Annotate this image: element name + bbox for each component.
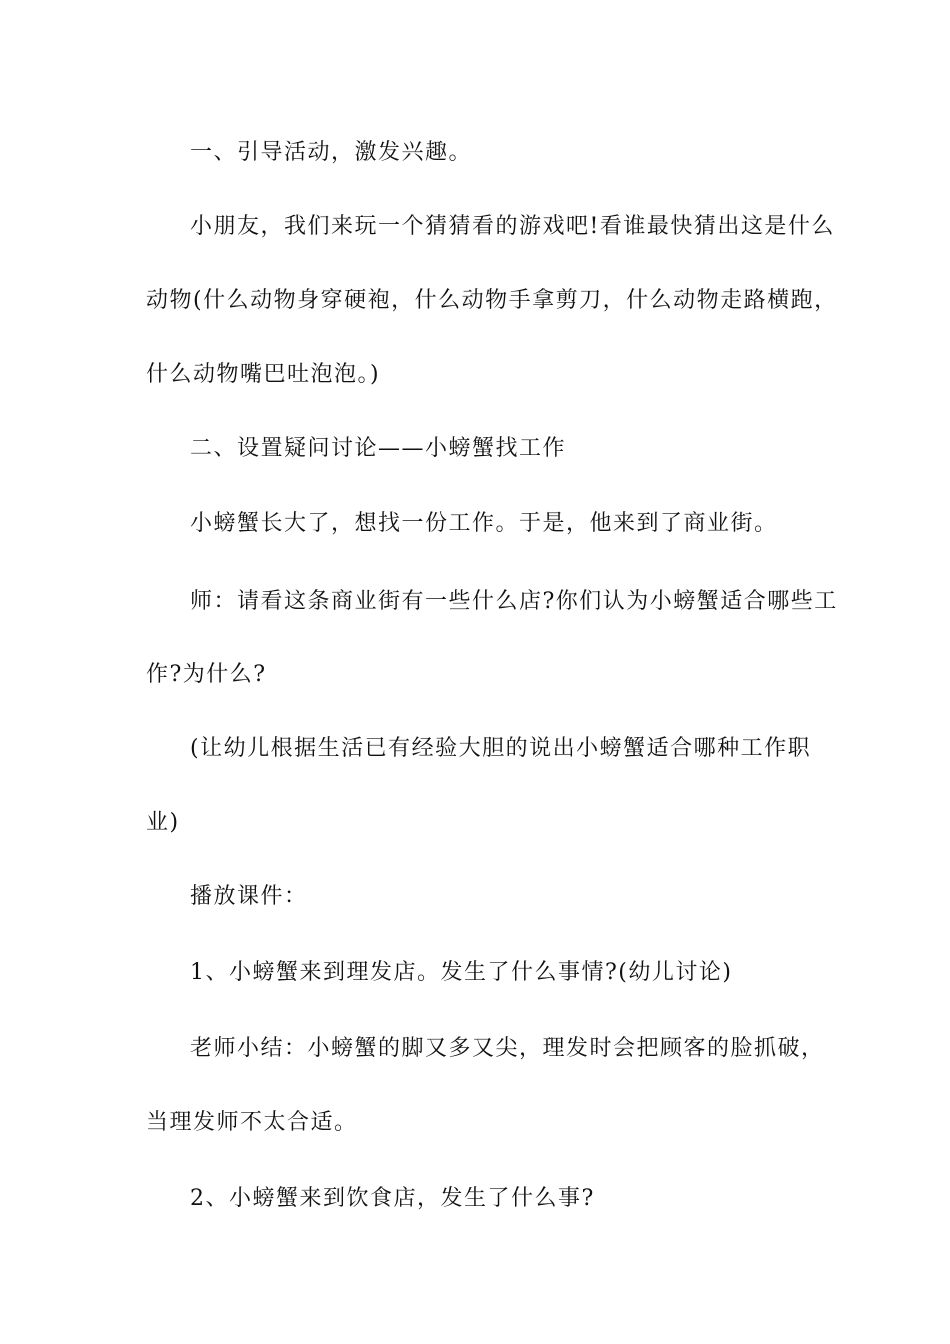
section-heading-2: 二、设置疑问讨论——小螃蟹找工作: [190, 436, 567, 461]
paragraph-line: 小螃蟹长大了，想找一份工作。于是，他来到了商业街。: [190, 511, 778, 536]
paragraph-line: 当理发师不太合适。: [146, 1110, 358, 1135]
paragraph-line: 老师小结：小螃蟹的脚又多又尖，理发时会把顾客的脸抓破，: [190, 1036, 825, 1061]
list-item: 2、小螃蟹来到饮食店，发生了什么事?: [190, 1186, 595, 1211]
list-item: 1、小螃蟹来到理发店。发生了什么事情?(幼儿讨论): [190, 960, 733, 985]
paragraph-line: 什么动物嘴巴吐泡泡。): [146, 362, 381, 387]
paragraph-line: 师：请看这条商业街有一些什么店?你们认为小螃蟹适合哪些工: [190, 589, 838, 614]
paragraph-line: 播放课件：: [190, 884, 308, 909]
paragraph-line: 业): [146, 810, 180, 835]
paragraph-line: 作?为什么?: [146, 662, 267, 687]
paragraph-line: 小朋友，我们来玩一个猜猜看的游戏吧!看谁最快猜出这是什么: [190, 214, 835, 239]
paragraph-line: 动物(什么动物身穿硬袍，什么动物手拿剪刀，什么动物走路横跑，: [146, 288, 838, 313]
section-heading-1: 一、引导活动，激发兴趣。: [190, 140, 473, 165]
paragraph-line: (让幼儿根据生活已有经验大胆的说出小螃蟹适合哪种工作职: [190, 736, 812, 761]
